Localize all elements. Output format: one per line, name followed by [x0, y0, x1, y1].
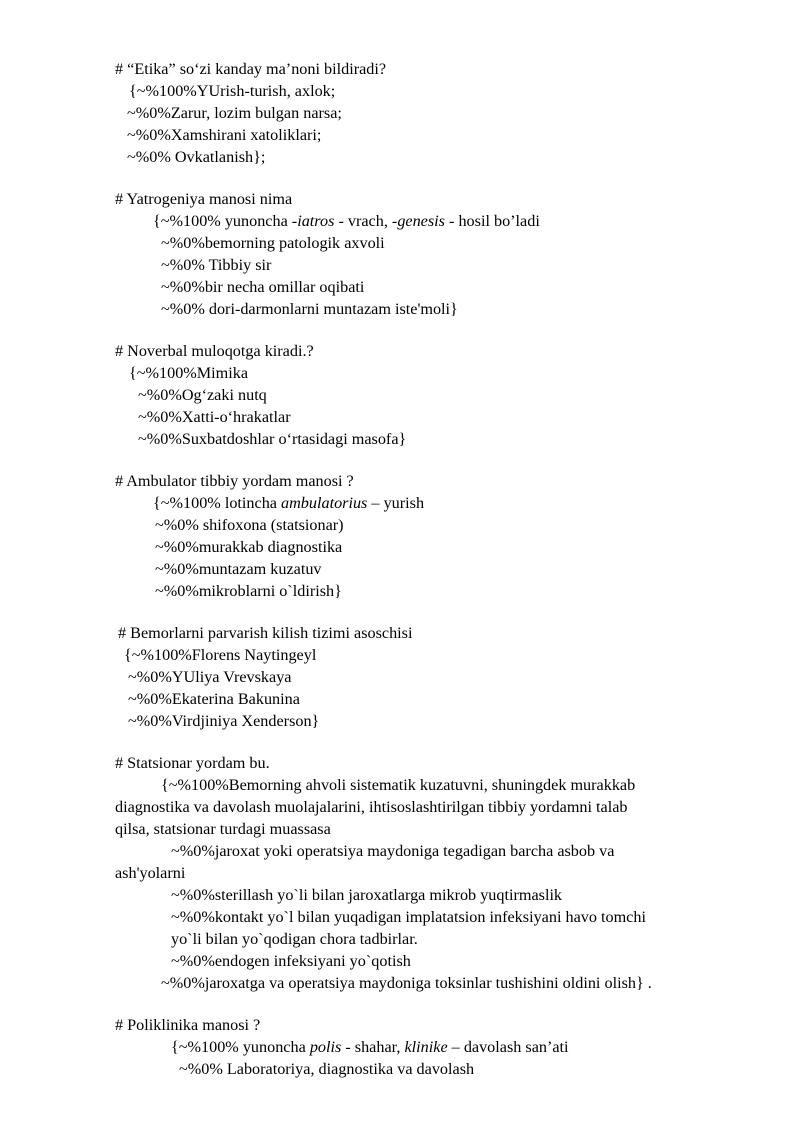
option-italic-term: ambulatorius [281, 494, 368, 512]
answer-option [171, 1036, 569, 1058]
option-text: {~%100% lotincha [153, 494, 282, 512]
answer-option: ~%0%bemorning patologik axvoli [161, 234, 385, 252]
answer-option: ~%0%endogen infeksiyani yo`qotish [171, 952, 411, 970]
answer-option: {~%100%Florens Naytingeyl [124, 646, 317, 664]
answer-continuation: qilsa, statsionar turdagi muassasa [115, 820, 331, 838]
option-italic-term: genesis [397, 212, 445, 230]
answer-option: ~%0% dori-darmonlarni muntazam iste'moli} [161, 300, 458, 318]
answer-option: ~%0%Xatti-o‘hrakatlar [138, 408, 291, 426]
answer-option: ~%0%Xamshirani xatoliklari; [127, 126, 322, 144]
answer-option: {~%100%YUrish-turish, axlok; [129, 82, 336, 100]
answer-option: ~%0%YUliya Vrevskaya [128, 668, 292, 686]
option-text: - hosil bo’ladi [444, 212, 540, 230]
option-italic-term: iatros [297, 212, 335, 230]
option-text: - shahar, [341, 1038, 405, 1056]
answer-option: ~%0%jaroxatga va operatsiya maydoniga toksinlar tushishini oldini olish} . [161, 974, 652, 992]
answer-continuation: ash'yolarni [115, 864, 186, 882]
answer-option: ~%0%Zarur, lozim bulgan narsa; [127, 104, 342, 122]
answer-option [153, 210, 540, 232]
question-heading: # Bemorlarni parvarish kilish tizimi asoschisi [118, 624, 413, 642]
answer-option: ~%0%jaroxat yoki operatsiya maydoniga tegadigan barcha asbob va [171, 842, 615, 860]
answer-option: ~%0%muntazam kuzatuv [155, 560, 322, 578]
answer-option: ~%0% shifoxona (statsionar) [155, 516, 344, 534]
option-text: - vrach, - [334, 212, 398, 230]
answer-continuation: yo`li bilan yo`qodigan chora tadbirlar. [171, 930, 418, 948]
answer-option: ~%0%sterillash yo`li bilan jaroxatlarga mikrob yuqtirmaslik [171, 886, 563, 904]
answer-option: ~%0%Ekaterina Bakunina [128, 690, 300, 708]
answer-option: ~%0%bir necha omillar oqibati [161, 278, 365, 296]
answer-option: ~%0%mikroblarni o`ldirish} [155, 582, 342, 600]
question-heading: # Yatrogeniya manosi nima [115, 190, 293, 208]
option-text: {~%100% yunoncha [171, 1038, 310, 1056]
question-heading: # Noverbal muloqotga kiradi.? [115, 342, 314, 360]
option-text: – davolash san’ati [447, 1038, 569, 1056]
answer-option: ~%0%kontakt yo`l bilan yuqadigan implatatsion infeksiyani havo tomchi [171, 908, 646, 926]
answer-option: ~%0%Og‘zaki nutq [138, 386, 267, 404]
answer-option: ~%0% Ovkatlanish}; [127, 148, 266, 166]
answer-option: ~%0% Laboratoriya, diagnostika va davolash [179, 1060, 475, 1078]
option-italic-term: polis [309, 1038, 342, 1056]
question-heading: # “Etika” so‘zi kanday ma’noni bildiradi? [115, 60, 387, 78]
question-heading: # Ambulator tibbiy yordam manosi ? [115, 472, 354, 490]
question-heading: # Statsionar yordam bu. [115, 754, 270, 772]
answer-option: ~%0% Tibbiy sir [161, 256, 272, 274]
answer-option: ~%0%Suxbatdoshlar o‘rtasidagi masofa} [138, 430, 407, 448]
answer-option: ~%0%murakkab diagnostika [155, 538, 343, 556]
answer-option: {~%100%Bemorning ahvoli sistematik kuzatuvni, shuningdek murakkab [161, 776, 636, 794]
question-heading: # Poliklinika manosi ? [115, 1016, 261, 1034]
answer-option [153, 492, 424, 514]
answer-option: {~%100%Mimika [129, 364, 249, 382]
answer-continuation: diagnostika va davolash muolajalarini, ihtisoslashtirilgan tibbiy yordamni talab [115, 798, 628, 816]
answer-option: ~%0%Virdjiniya Xenderson} [128, 712, 320, 730]
option-text: – yurish [367, 494, 425, 512]
option-text: {~%100% yunoncha - [153, 212, 298, 230]
option-italic-term: klinike [404, 1038, 448, 1056]
